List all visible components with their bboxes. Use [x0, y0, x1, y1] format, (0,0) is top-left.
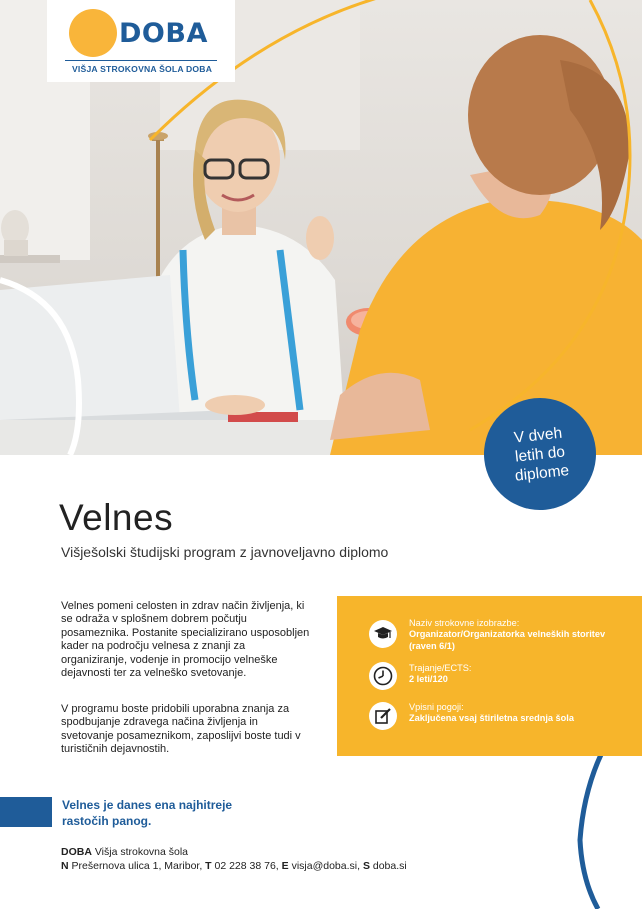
info-label: Naziv strokovne izobrazbe:: [409, 618, 520, 628]
highlight-strip: [0, 797, 52, 827]
logo: [47, 0, 235, 82]
logo-wordmark: DOBA: [119, 18, 208, 49]
highlight-text: Velnes je danes ena najhitreje rastočih panog.: [62, 798, 233, 828]
info-label: Trajanje/ECTS:: [409, 663, 472, 673]
program-info-box: [337, 596, 642, 756]
logo-subtitle: VIŠJA STROKOVNA ŠOLA DOBA: [72, 64, 213, 74]
intro-paragraph: Velnes pomeni celosten in zdrav način življenja, ki se odraža v splošnem dobrem počutju posameznika. Postanite specializirano usposobljen kader na področju velnesa z znanji za organiziranje, vodenje in promocijo velneške dejavnosti ter za velneško svetovanje.: [61, 600, 310, 680]
page-title: Velnes: [59, 497, 174, 538]
info-value: Organizator/Organizatorka velneških storitev (raven 6/1): [409, 629, 606, 651]
contact-address: Prešernova ulica 1, Maribor,: [68, 860, 206, 872]
logo-divider: [65, 60, 217, 61]
edit-icon: [369, 702, 397, 730]
contact-org: DOBA Višja strokovna šola: [61, 846, 189, 858]
page-subtitle: Višješolski študijski program z javnoveljavno diplomo: [61, 544, 389, 560]
contact-block: [61, 845, 407, 873]
badge-text: V dveh letih do diplome: [513, 424, 570, 485]
info-value: 2 leti/120: [409, 674, 448, 684]
info-value: Zaključena vsaj štiriletna srednja šola: [409, 713, 574, 723]
benefits-paragraph: V programu boste pridobili uporabna znanja za spodbujanje zdravega načina življenja in svetovanje posameznikom, zaposlijvi boste tudi v turističnih dejavnostih.: [61, 703, 301, 756]
graduation-cap-icon: [369, 620, 397, 648]
contact-details: N Prešernova ulica 1, Maribor, T 02 228 38 76, E visja@doba.si, S doba.si: [61, 860, 407, 872]
contact-website[interactable]: doba.si: [369, 860, 407, 872]
contact-phone: 02 228 38 76,: [211, 860, 282, 872]
info-label: Vpisni pogoji:: [409, 702, 464, 712]
contact-email[interactable]: visja@doba.si,: [288, 860, 363, 872]
clock-icon: [369, 662, 397, 690]
